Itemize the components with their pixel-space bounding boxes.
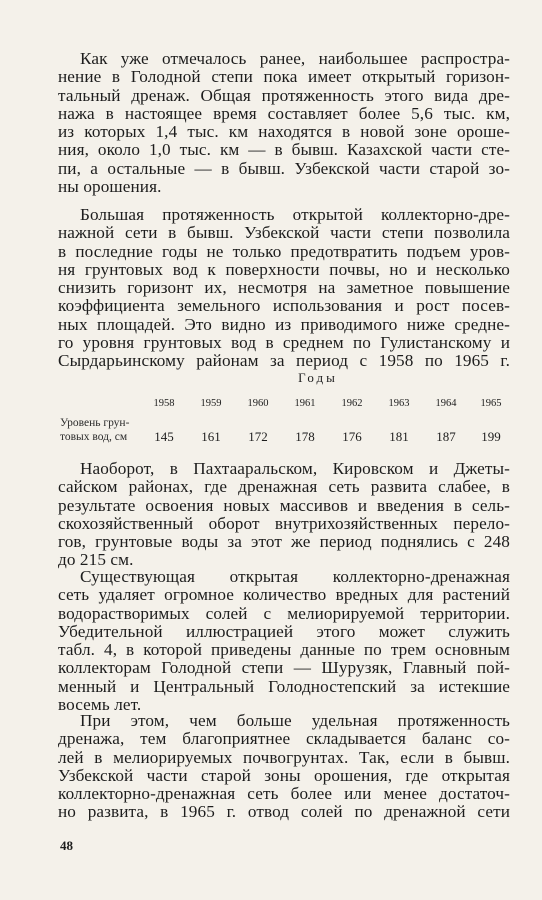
text-line: тальный дренаж. Общая протяженность этого вида дре- <box>58 85 510 105</box>
text-line: снизить горизонт их, несмотря на заметное повышение <box>58 278 510 298</box>
text-line: ны орошения. <box>58 177 162 197</box>
text-line: Сырдарьинскому районам за период с 1958 по 1965 г. <box>58 351 510 371</box>
value-cell: 178 <box>295 429 315 444</box>
paragraph-3 <box>58 460 510 570</box>
text-line: коллекторам Голодной степи — Шурузяк, Главный пой- <box>58 658 510 678</box>
year-cell: 1959 <box>200 398 222 409</box>
text-line: Наоборот, в Пахтааральском, Кировском и Джеты- <box>80 459 510 478</box>
year-cell: 1963 <box>388 398 410 409</box>
text-line: коэффициента земельного использования и рост посев- <box>58 296 510 316</box>
value-cell: 161 <box>201 429 221 444</box>
text-line: результате освоения новых массивов и введения в сель- <box>58 495 510 515</box>
row-label-line: Уровень грун- <box>60 417 130 429</box>
text-line: Существующая открытая коллекторно-дренажная <box>80 567 510 586</box>
text-line: восемь лет. <box>58 695 142 715</box>
text-line: нажной сети в бывш. Узбекской части степи позволила <box>58 223 510 243</box>
text-line: лей в мелиорируемых почвогрунтах. Так, если в бывш. <box>58 747 510 767</box>
text-line: до 215 см. <box>58 550 134 570</box>
year-cell: 1960 <box>247 398 269 409</box>
text-line: ния, около 1,0 тыс. км — в бывш. Казахской части сте- <box>58 140 510 160</box>
text-line: сайском районах, где дренажная сеть развита слабее, в <box>58 477 510 497</box>
text-line: ня грунтовых вод к поверхности почвы, но и несколько <box>58 259 510 279</box>
year-cell: 1965 <box>480 398 502 409</box>
text-line: Большая протяженность открытой коллекторно-дре- <box>80 205 510 224</box>
row-label-line: товых вод, см <box>60 431 128 443</box>
year-cell: 1962 <box>341 398 363 409</box>
text-line: дренажа, тем благоприятнее складывается баланс со- <box>58 729 510 749</box>
paragraph-2 <box>58 206 510 371</box>
text-line: пи, а остальные — в бывш. Узбекской части старой зо- <box>58 158 510 178</box>
value-cell: 176 <box>342 429 362 444</box>
year-cell: 1964 <box>435 398 457 409</box>
year-cell: 1958 <box>153 398 175 409</box>
text-line: сеть удаляет огромное количество вредных для растений <box>58 585 510 605</box>
value-cell: 145 <box>154 429 174 444</box>
value-cell: 199 <box>481 429 501 444</box>
paragraph-4 <box>58 568 510 714</box>
text-line: При этом, чем больше удельная протяженность <box>80 711 510 730</box>
year-cell: 1961 <box>294 398 316 409</box>
text-line: нение в Голодной степи пока имеет открытый горизон- <box>58 67 510 87</box>
text-line: табл. 4, в которой приведены данные по трем основным <box>58 640 510 660</box>
text-line: водорастворимых солей с мелиорируемой территории. <box>58 603 510 623</box>
value-cell: 181 <box>389 429 409 444</box>
table-heading: Годы <box>298 370 338 385</box>
groundwater-table <box>58 370 510 450</box>
text-line: Узбекской части старой зоны орошения, где открытая <box>58 765 510 785</box>
table-row-label <box>60 416 129 444</box>
paragraph-5 <box>58 712 510 822</box>
text-line: го уровня грунтовых вод в среднем по Гулистанскому и <box>58 333 510 353</box>
text-line: скохозяйственный оборот внутрихозяйственных перело- <box>58 513 510 533</box>
text-line: гов, грунтовые воды за этот же период поднялись с 248 <box>58 532 510 552</box>
text-line: Как уже отмечалось ранее, наибольшее распростра- <box>80 49 510 68</box>
text-line: коллекторно-дренажная сеть более или менее достаточ- <box>58 784 510 804</box>
value-cell: 187 <box>436 429 456 444</box>
text-line: но развита, в 1965 г. отвод солей по дренажной сети <box>58 802 510 822</box>
value-cell: 172 <box>248 429 268 444</box>
text-line: в последние годы не только предотвратить подъем уров- <box>58 241 510 261</box>
text-line: менный и Центральный Голодностепский за истекшие <box>58 676 510 696</box>
text-line: ных площадей. Это видно из приводимого ниже средне- <box>58 314 510 334</box>
text-line: нажа в настоящее время составляет более 5,6 тыс. км, <box>58 103 510 123</box>
text-line: Убедительной иллюстрацией этого может служить <box>58 621 510 641</box>
text-line: из которых 1,4 тыс. км находятся в новой зоне ороше- <box>58 122 510 142</box>
paragraph-1 <box>58 50 510 196</box>
page-number: 48 <box>60 838 73 853</box>
